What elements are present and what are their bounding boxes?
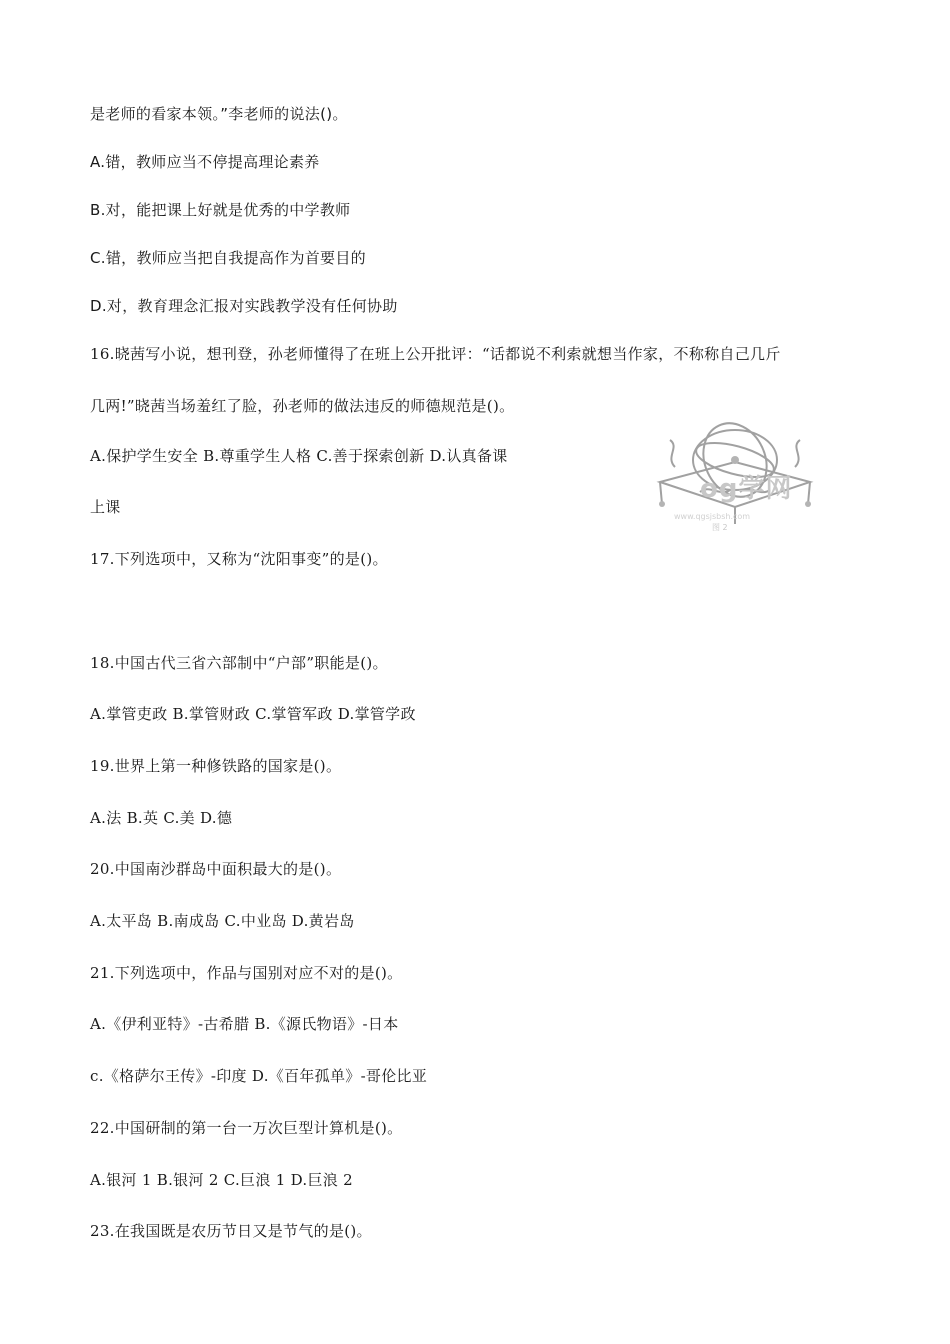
watermark-url: www.qgsjsbsh.com <box>674 512 751 521</box>
question-23: 23.在我国既是农历节日又是节气的是()。 <box>90 1222 372 1240</box>
question-21-options-ab: A.《伊利亚特》-古希腊 B.《源氏物语》-日本 <box>90 1015 399 1033</box>
question-18: 18.中国古代三省六部制中“户部”职能是()。 <box>90 654 388 672</box>
armillary-sphere-figure <box>640 412 830 532</box>
question-21: 21.下列选项中，作品与国别对应不对的是()。 <box>90 964 403 982</box>
option-b: B.对，能把课上好就是优秀的中学教师 <box>90 201 351 219</box>
question-20-options: A.太平岛 B.南成岛 C.中业岛 D.黄岩岛 <box>90 912 355 930</box>
question-20: 20.中国南沙群岛中面积最大的是()。 <box>90 860 342 878</box>
option-a: A.错，教师应当不停提高理论素养 <box>90 153 320 171</box>
question-17: 17.下列选项中，又称为“沈阳事变”的是()。 <box>90 550 388 568</box>
question-19-options: A.法 B.英 C.美 D.德 <box>90 809 233 827</box>
question-22: 22.中国研制的第一台一万次巨型计算机是()。 <box>90 1119 403 1137</box>
watermark-text: og学网 <box>700 474 793 504</box>
question-16: 16.晓茜写小说，想刊登，孙老师懂得了在班上公开批评：“话都说不利索就想当作家，不称称自己几斤 <box>90 345 781 363</box>
question-16-options: A.保护学生安全 B.尊重学生人格 C.善于探索创新 D.认真备课 <box>90 447 508 465</box>
question-16-options-continuation: 上课 <box>90 498 121 516</box>
question-22-options: A.银河 1 B.银河 2 C.巨浪 1 D.巨浪 2 <box>90 1171 354 1189</box>
option-c: C.错，教师应当把自我提高作为首要目的 <box>90 249 366 267</box>
option-d: D.对，教育理念汇报对实践教学没有任何协助 <box>90 297 398 315</box>
question-21-options-cd: c.《格萨尔王传》-印度 D.《百年孤单》-哥伦比亚 <box>90 1067 428 1085</box>
text-line-continuation: 是老师的看家本领。”李老师的说法()。 <box>90 105 348 123</box>
question-19: 19.世界上第一种修铁路的国家是()。 <box>90 757 342 775</box>
question-18-options: A.掌管吏政 B.掌管财政 C.掌管军政 D.掌管学政 <box>90 705 416 723</box>
question-16-continuation: 几两!”晓茜当场羞红了脸，孙老师的做法违反的师德规范是()。 <box>90 397 515 415</box>
figure-caption: 图 2 <box>712 523 728 532</box>
